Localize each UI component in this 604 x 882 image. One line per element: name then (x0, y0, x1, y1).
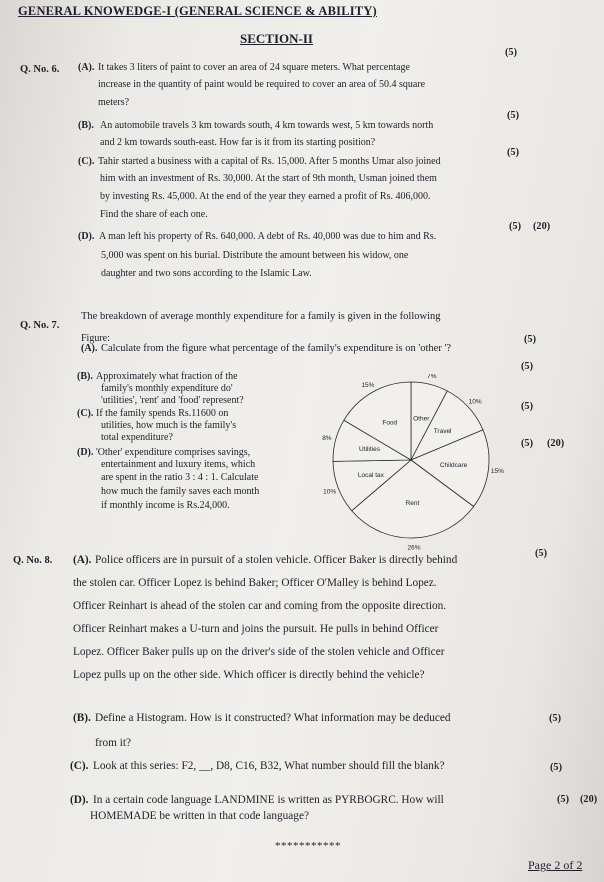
q8-total-marks: (20) (580, 794, 598, 805)
pie-percent-travel: 10% (468, 398, 482, 406)
q7-b-line1: Approximately what fraction of the (96, 371, 238, 382)
q6-a-line1: It takes 3 liters of paint to cover an area of 24 square meters. What percentage (98, 62, 410, 73)
q7-a-marks: (5) (524, 334, 537, 345)
q6-d-marks: (5) (509, 221, 522, 232)
q8-a-marks: (5) (535, 548, 548, 559)
q7-c-line2: utilities, how much is the family's (101, 420, 237, 431)
q6-d-line2: 5,000 was spent on his burial. Distribute the amount between his widow, one (101, 250, 409, 261)
pie-percent-childcare: 15% (490, 467, 504, 475)
q7-intro-line2: Figure: (81, 333, 110, 344)
q8-b-label: (B). (73, 712, 91, 724)
q8-a-line5: Lopez. Officer Baker pulls up on the driver's side of the stolen vehicle and Officer (73, 646, 445, 658)
q6-d-label: (D). (78, 231, 95, 242)
end-stars: *********** (275, 840, 341, 852)
q7-c-label: (C). (77, 408, 94, 419)
q8-a-line1: Police officers are in pursuit of a stolen vehicle. Officer Baker is directly behind (95, 554, 458, 566)
q6-c-marks: (5) (507, 147, 520, 158)
q7-d-line5: if monthly income is Rs.24,000. (101, 500, 230, 511)
q6-c-line1: Tahir started a business with a capital of Rs. 15,000. After 5 months Umar also joined (98, 156, 441, 167)
q8-a-line2: the stolen car. Officer Lopez is behind Baker; Officer O'Malley is behind Lopez. (73, 577, 437, 589)
pie-percent-other: 7% (427, 374, 437, 381)
q6-b-marks: (5) (507, 110, 520, 121)
q7-d-line1: 'Other' expenditure comprises savings, (96, 447, 251, 458)
q8-c-marks: (5) (550, 762, 563, 773)
q8-b-marks: (5) (549, 713, 562, 724)
q7-b-label: (B). (77, 371, 93, 382)
q8-number: Q. No. 8. (13, 555, 53, 566)
pie-label-utilities: Utilities (359, 446, 381, 454)
q7-intro-line1: The breakdown of average monthly expenditure for a family is given in the following (81, 311, 441, 322)
q8-b-line1: Define a Histogram. How is it constructed? What information may be deduced (95, 712, 451, 724)
q7-number: Q. No. 7. (20, 320, 60, 331)
q8-c-text: Look at this series: F2, __, D8, C16, B32, What number should fill the blank? (93, 760, 445, 772)
q7-b-line3: 'utilities', 'rent' and 'food' represent? (101, 395, 244, 406)
q6-c-label: (C). (78, 156, 95, 167)
pie-label-travel: Travel (433, 428, 452, 436)
q7-d-label: (D). (77, 447, 94, 458)
q8-d-line1: In a certain code language LANDMINE is written as PYRBOGRC. How will (93, 794, 444, 806)
q8-a-line4: Officer Reinhart makes a U-turn and joins the pursuit. He pulls in behind Officer (73, 623, 439, 635)
q7-b-line2: family's monthly expenditure do' (101, 383, 233, 394)
q8-c-label: (C). (70, 760, 89, 772)
q7-c-line1: If the family spends Rs.11600 on (96, 408, 229, 419)
q7-d-line3: are spent in the ratio 3 : 4 : 1. Calculate (101, 472, 259, 483)
section-title: SECTION-II (240, 31, 313, 46)
q7-a-label: (A). (81, 343, 98, 354)
q7-total-marks: (20) (547, 438, 565, 449)
expenditure-pie-chart (300, 374, 522, 550)
q6-a-marks: (5) (505, 47, 518, 58)
q8-a-line3: Officer Reinhart is ahead of the stolen car and coming from the opposite direction. (73, 600, 447, 612)
page-number: Page 2 of 2 (528, 858, 583, 872)
q6-a-label: (A). (78, 62, 95, 73)
q6-b-line1: An automobile travels 3 km towards south, 4 km towards west, 5 km towards north (100, 120, 434, 131)
q6-total-marks: (20) (533, 221, 551, 232)
q6-c-line4: Find the share of each one. (100, 209, 208, 220)
pie-percent-local-tax: 10% (323, 488, 337, 496)
q6-a-line3: meters? (98, 97, 130, 108)
q8-a-line6: Lopez pulls up on the other side. Which officer is directly behind the vehicle? (73, 669, 425, 681)
q8-a-label: (A). (73, 554, 92, 566)
q6-b-line2: and 2 km towards south-east. How far is it from its starting position? (100, 137, 376, 148)
q6-a-line2: increase in the quantity of paint would be required to cover an area of 50.4 square (98, 79, 426, 90)
q6-number: Q. No. 6. (20, 64, 60, 75)
pie-label-other: Other (413, 415, 430, 423)
q7-d-marks: (5) (521, 438, 534, 449)
q7-d-line4: how much the family saves each month (101, 486, 260, 497)
pie-percent-food: 15% (361, 381, 375, 389)
q6-d-line3: daughter and two sons according to the Islamic Law. (101, 268, 312, 279)
q7-c-marks: (5) (521, 401, 534, 412)
q7-d-line2: entertainment and luxury items, which (101, 459, 256, 470)
q6-c-line2: him with an investment of Rs. 30,000. At the start of 9th month, Usman joined them (100, 173, 437, 184)
q6-b-label: (B). (78, 120, 94, 131)
pie-percent-rent: 26% (407, 544, 421, 550)
q6-d-line1: A man left his property of Rs. 640,000. A debt of Rs. 40,000 was due to him and Rs. (99, 231, 437, 242)
q7-c-line3: total expenditure? (101, 432, 173, 443)
q6-c-line3: by investing Rs. 45,000. At the end of the year they earned a profit of Rs. 406,000. (100, 191, 431, 202)
q8-d-marks: (5) (557, 794, 570, 805)
q7-a-text: Calculate from the figure what percentage of the family's expenditure is on 'other '? (101, 343, 452, 354)
paper-title: GENERAL KNOWEDGE-I (GENERAL SCIENCE & ABILITY) (18, 4, 377, 18)
q7-b-marks: (5) (521, 361, 534, 372)
pie-label-food: Food (382, 419, 398, 427)
pie-percent-utilities: 8% (322, 435, 332, 443)
pie-label-rent: Rent (405, 499, 420, 507)
q8-d-line2: HOMEMADE be written in that code language? (90, 810, 309, 822)
q8-d-label: (D). (70, 794, 89, 806)
pie-label-childcare: Childcare (439, 462, 468, 470)
pie-label-local-tax: Local tax (357, 472, 384, 480)
q8-b-line2: from it? (95, 737, 132, 749)
